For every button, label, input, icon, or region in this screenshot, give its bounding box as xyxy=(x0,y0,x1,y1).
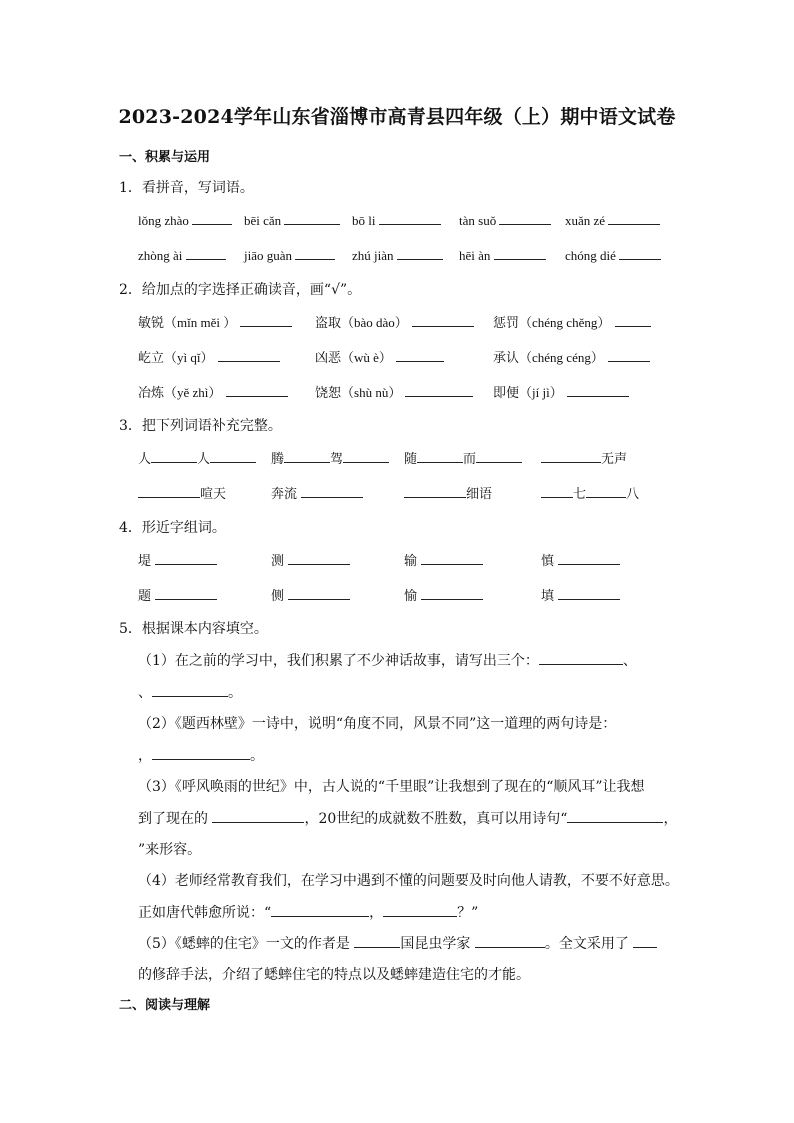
answer-blank[interactable] xyxy=(396,347,444,362)
reading-item: 敏锐（mǐn měi ） xyxy=(138,312,292,331)
idiom-item: 腾 驾 xyxy=(271,448,389,467)
section-heading-2: 二、阅读与理解 xyxy=(119,998,211,1013)
idiom-item: 随 而 xyxy=(404,448,522,467)
char-item: 题 xyxy=(138,585,217,604)
reading-item: 承认（chéng céng） xyxy=(493,347,650,366)
pinyin-item: jiāo guàn xyxy=(244,245,335,264)
q2-row-2 xyxy=(0,347,794,369)
q5-part-2-line-2: ， 。 xyxy=(138,745,264,765)
answer-blank[interactable] xyxy=(541,483,573,498)
answer-blank[interactable] xyxy=(295,245,335,260)
answer-blank[interactable] xyxy=(151,448,197,463)
question-4-stem: 4．形近字组词。 xyxy=(119,520,226,536)
answer-blank[interactable] xyxy=(541,448,601,463)
answer-blank[interactable] xyxy=(558,585,620,600)
answer-blank[interactable] xyxy=(379,210,441,225)
pinyin-item: xuǎn zé xyxy=(565,210,660,229)
answer-blank[interactable] xyxy=(404,483,466,498)
q5-part-1-line-1: （1）在之前的学习中，我们积累了不少神话故事，请写出三个： 、 xyxy=(138,650,637,670)
answer-blank[interactable] xyxy=(155,550,217,565)
answer-blank[interactable] xyxy=(152,745,250,760)
exam-title: 2023-2024学年山东省淄博市高青县四年级（上）期中语文试卷 xyxy=(118,106,676,128)
answer-blank[interactable] xyxy=(155,585,217,600)
reading-item: 饶恕（shù nù） xyxy=(315,382,473,401)
char-item: 填 xyxy=(541,585,620,604)
char-item: 输 xyxy=(404,550,483,569)
idiom-item: 细语 xyxy=(404,483,492,502)
q5-part-2-line-1: （2）《题西林壁》一诗中，说明“角度不同，风景不同”这一道理的两句诗是： xyxy=(138,716,617,732)
q5-part-4-line-2: 正如唐代韩愈所说：“ ， ？” xyxy=(138,902,478,922)
answer-blank[interactable] xyxy=(288,550,350,565)
q5-part-5-line-2: 的修辞手法，介绍了蟋蟀住宅的特点以及蟋蟀建造住宅的才能。 xyxy=(138,967,530,983)
q4-row-2 xyxy=(0,585,794,607)
pinyin-item: bō li xyxy=(352,210,441,229)
answer-blank[interactable] xyxy=(499,210,551,225)
idiom-item: 七 八 xyxy=(541,483,639,502)
answer-blank[interactable] xyxy=(421,585,483,600)
answer-blank[interactable] xyxy=(284,210,340,225)
answer-blank[interactable] xyxy=(138,483,200,498)
answer-blank[interactable] xyxy=(212,808,304,823)
q5-part-4-line-1: （4）老师经常教育我们，在学习中遇到不懂的问题要及时向他人请教，不要不好意思。 xyxy=(138,873,679,889)
q1-pinyin-row-2 xyxy=(0,245,794,267)
idiom-item: 人 人 xyxy=(138,448,256,467)
q5-part-3-line-3: ”来形容。 xyxy=(138,842,202,858)
answer-blank[interactable] xyxy=(343,448,389,463)
answer-blank[interactable] xyxy=(417,448,463,463)
idiom-item: 奔流 xyxy=(271,483,363,502)
answer-blank[interactable] xyxy=(558,550,620,565)
answer-blank[interactable] xyxy=(615,312,651,327)
answer-blank[interactable] xyxy=(284,448,330,463)
q5-part-3-line-2: 到了现在的 ，20世纪的成就数不胜数，真可以用诗句“ ， xyxy=(138,808,677,828)
answer-blank[interactable] xyxy=(475,933,545,948)
question-3-stem: 3．把下列词语补充完整。 xyxy=(119,418,282,434)
reading-item: 凶恶（wù è） xyxy=(315,347,444,366)
answer-blank[interactable] xyxy=(608,347,650,362)
answer-blank[interactable] xyxy=(152,682,228,697)
q4-row-1 xyxy=(0,550,794,572)
answer-blank[interactable] xyxy=(539,650,623,665)
answer-blank[interactable] xyxy=(567,382,629,397)
char-item: 测 xyxy=(271,550,350,569)
answer-blank[interactable] xyxy=(271,902,369,917)
pinyin-item: chóng dié xyxy=(565,245,661,264)
char-item: 堤 xyxy=(138,550,217,569)
answer-blank[interactable] xyxy=(354,933,400,948)
answer-blank[interactable] xyxy=(567,808,663,823)
section-heading-1: 一、积累与运用 xyxy=(119,150,211,165)
q5-part-1-line-2: 、 。 xyxy=(138,682,242,702)
q5-part-5-line-1: （5）《蟋蟀的住宅》一文的作者是 国昆虫学家 。全文采用了 xyxy=(138,933,657,953)
answer-blank[interactable] xyxy=(192,210,232,225)
q2-row-1 xyxy=(0,312,794,334)
reading-item: 屹立（yì qǐ） xyxy=(138,347,280,366)
answer-blank[interactable] xyxy=(301,483,363,498)
answer-blank[interactable] xyxy=(186,245,226,260)
answer-blank[interactable] xyxy=(619,245,661,260)
q5-part-3-line-1: （3）《呼风唤雨的世纪》中，古人说的“千里眼”让我想到了现在的“顺风耳”让我想 xyxy=(138,779,645,795)
pinyin-item: zhòng ài xyxy=(138,245,226,264)
question-2-stem: 2．给加点的字选择正确读音，画“√”。 xyxy=(119,282,362,298)
q3-row-1 xyxy=(0,448,794,470)
char-item: 愉 xyxy=(404,585,483,604)
answer-blank[interactable] xyxy=(586,483,626,498)
question-5-stem: 5．根据课本内容填空。 xyxy=(119,621,268,637)
answer-blank[interactable] xyxy=(397,245,443,260)
answer-blank[interactable] xyxy=(412,312,474,327)
q3-row-2 xyxy=(0,483,794,505)
char-item: 慎 xyxy=(541,550,620,569)
answer-blank[interactable] xyxy=(476,448,522,463)
question-1-stem: 1．看拼音，写词语。 xyxy=(119,180,254,196)
char-item: 侧 xyxy=(271,585,350,604)
answer-blank[interactable] xyxy=(405,382,473,397)
answer-blank[interactable] xyxy=(383,902,457,917)
answer-blank[interactable] xyxy=(288,585,350,600)
answer-blank[interactable] xyxy=(494,245,546,260)
idiom-item: 无声 xyxy=(541,448,627,467)
answer-blank[interactable] xyxy=(218,347,280,362)
q2-row-3 xyxy=(0,382,794,404)
reading-item: 冶炼（yě zhì） xyxy=(138,382,288,401)
pinyin-item: zhú jiàn xyxy=(352,245,443,264)
answer-blank[interactable] xyxy=(226,382,288,397)
pinyin-item: hēi àn xyxy=(459,245,546,264)
reading-item: 即便（jí jì） xyxy=(493,382,629,401)
pinyin-item: lǒng zhào xyxy=(138,210,232,229)
answer-blank[interactable] xyxy=(240,312,292,327)
answer-blank[interactable] xyxy=(210,448,256,463)
q1-pinyin-row-1 xyxy=(0,210,794,232)
reading-item: 盗取（bào dào） xyxy=(315,312,474,331)
pinyin-item: bēi cǎn xyxy=(244,210,340,229)
idiom-item: 喧天 xyxy=(138,483,226,502)
answer-blank[interactable] xyxy=(608,210,660,225)
pinyin-item: tàn suǒ xyxy=(459,210,551,229)
answer-blank[interactable] xyxy=(633,933,657,948)
reading-item: 惩罚（chéng chěng） xyxy=(493,312,651,331)
answer-blank[interactable] xyxy=(421,550,483,565)
